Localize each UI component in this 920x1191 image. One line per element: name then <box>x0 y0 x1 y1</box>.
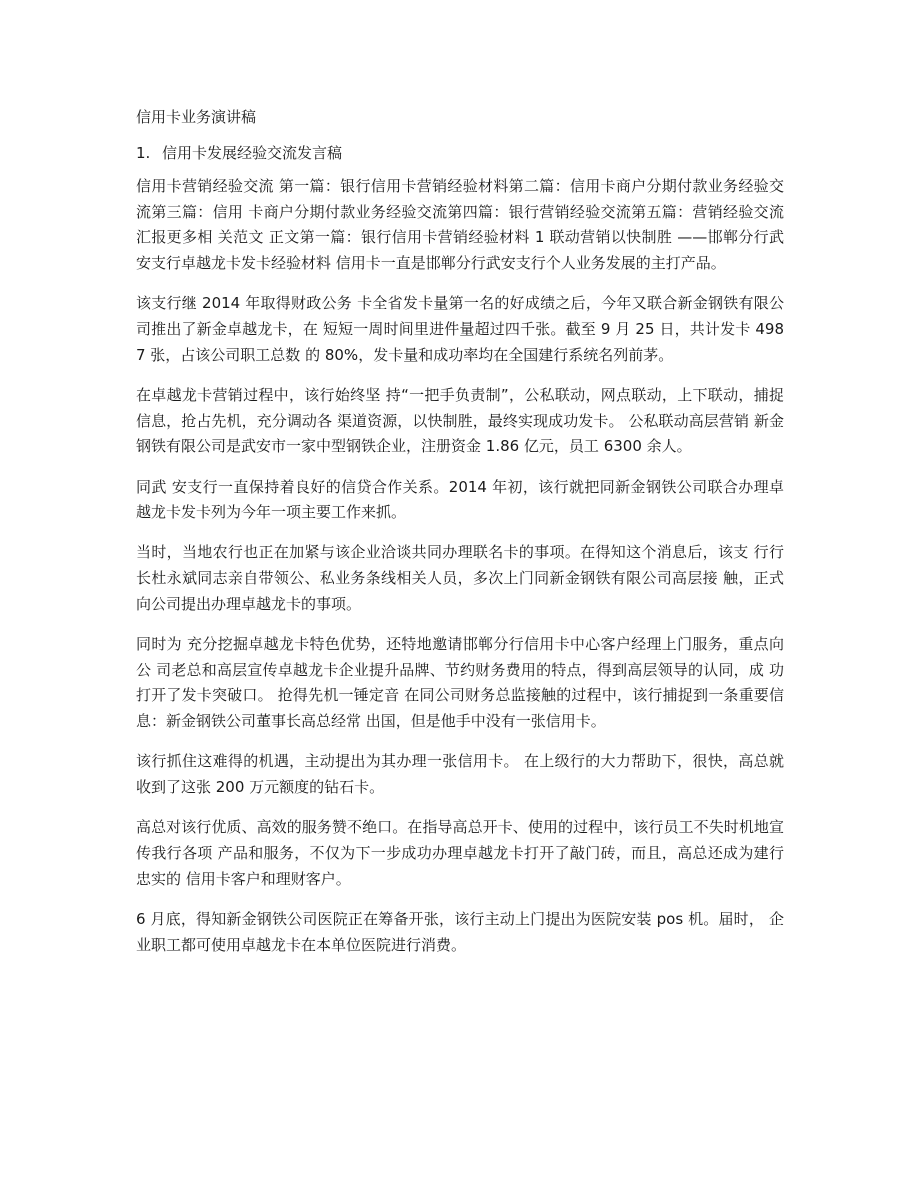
document-title: 信用卡业务演讲稿 <box>136 108 257 126</box>
paragraph: 该支行继 2014 年取得财政公务 卡全省发卡量第一名的好成绩之后，今年又联合新金钢铁有限公司推出了新金卓越龙卡，在 短短一周时间里进件量超过四千张。截至 9 月 25 日，共计发卡 4987 张，占该公司职工总数 的 80%，发卡量和成功率均在全国建行系统名列前茅。 <box>136 294 784 364</box>
section-heading <box>136 140 784 166</box>
document-page <box>136 104 784 973</box>
section-number: 1. <box>136 144 151 162</box>
paragraph: 当时，当地农行也正在加紧与该企业洽谈共同办理联名卡的事项。在得知这个消息后，该支 行行长杜永斌同志亲自带领公、私业务条线相关人员，多次上门同新金钢铁有限公司高层接 触，正式向公司提出办理卓越龙卡的事项。 <box>136 543 784 613</box>
paragraph: 该行抓住这难得的机遇，主动提出为其办理一张信用卡。 在上级行的大力帮助下，很快，高总就收到了这张 200 万元额度的钻石卡。 <box>136 752 784 797</box>
paragraph: 同武 安支行一直保持着良好的信贷合作关系。2014 年初，该行就把同新金钢铁公司联合办理卓 越龙卡发卡列为今年一项主要工作来抓。 <box>136 477 784 522</box>
section-heading-text: 信用卡发展经验交流发言稿 <box>162 144 343 162</box>
paragraph: 高总对该行优质、高效的服务赞不绝口。在指导高总开卡、使用的过程中，该行员工不失时机地宣传我行各项 产品和服务，不仅为下一步成功办理卓越龙卡打开了敲门砖，而且，高总还成为建行忠实的 信用卡客户和理财客户。 <box>136 818 784 888</box>
paragraph: 在卓越龙卡营销过程中，该行始终坚 持“一把手负责制”，公私联动，网点联动，上下联动，捕捉信息，抢占先机，充分调动各 渠道资源，以快制胜，最终实现成功发卡。 公私联动高层营销 新金钢铁有限公司是武安市一家中型钢铁企业，注册资金 1.86 亿元，员工 6300 余人。 <box>136 385 784 456</box>
paragraph: 同时为 充分挖掘卓越龙卡特色优势，还特地邀请邯郸分行信用卡中心客户经理上门服务，重点向公 司老总和高层宣传卓越龙卡企业提升品牌、节约财务费用的特点，得到高层领导的认同，成 功打开了发卡突破口。 抢得先机一锤定音 在同公司财务总监接触的过程中，该行捕捉到一条重要信息：新金钢铁公司董事长高总经常 出国，但是他手中没有一张信用卡。 <box>136 635 784 731</box>
paragraph: 信用卡营销经验交流 第一篇：银行信用卡营销经验材料第二篇：信用卡商户分期付款业务经验交流第三篇：信用 卡商户分期付款业务经验交流第四篇：银行营销经验交流第五篇：营销经验交流汇报更多相 关范文 正文第一篇：银行信用卡营销经验材料 1 联动营销以快制胜 ——邯郸分行武安支行卓越龙卡发卡经验材料 信用卡一直是邯郸分行武安支行个人业务发展的主打产品。 <box>136 177 784 273</box>
paragraph: 6 月底，得知新金钢铁公司医院正在筹备开张，该行主动上门提出为医院安装 pos 机。届时， 企业职工都可使用卓越龙卡在本单位医院进行消费。 <box>136 909 784 954</box>
